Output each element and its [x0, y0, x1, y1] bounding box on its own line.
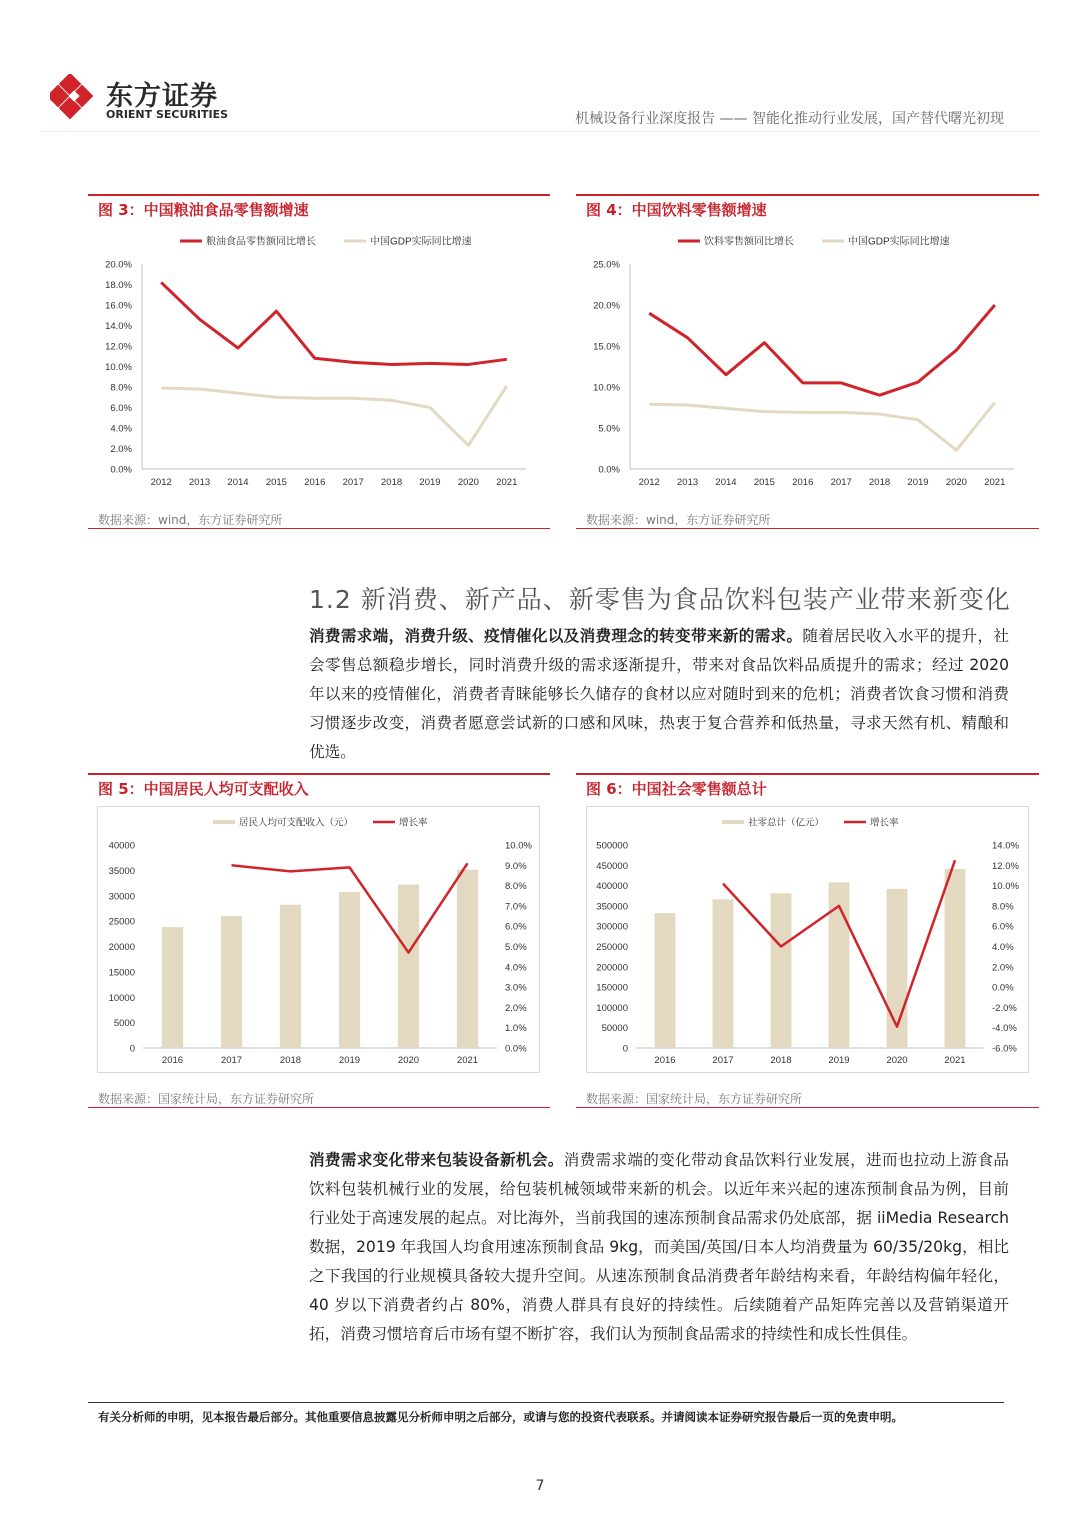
fig4-ytick-4: 20.0% — [593, 300, 620, 312]
header-divider — [40, 131, 1040, 132]
fig6-y2tick-6: 6.0% — [992, 921, 1014, 933]
fig4-xtick-2: 2014 — [715, 477, 737, 488]
fig4-xtick-5: 2017 — [830, 477, 852, 488]
fig3-xtick-3: 2015 — [265, 477, 287, 488]
fig6-y2tick-0: -6.0% — [992, 1043, 1017, 1055]
fig3-ytick-1: 2.0% — [110, 444, 132, 455]
fig5-y2tick-0: 0.0% — [505, 1043, 527, 1055]
fig4-xtick-4: 2016 — [792, 477, 814, 488]
page-number: 7 — [535, 1478, 545, 1494]
fig5-y2tick-8: 8.0% — [505, 881, 527, 893]
fig6-ytick-8: 400000 — [596, 881, 628, 893]
fig6-bar-0 — [655, 913, 676, 1048]
fig4-xtick-0: 2012 — [638, 477, 660, 488]
fig6-ytick-3: 150000 — [596, 982, 628, 994]
fig3-ytick-7: 14.0% — [105, 321, 132, 332]
fig5-y2tick-6: 6.0% — [505, 921, 527, 933]
fig4-series-line-1 — [649, 403, 995, 451]
fig6-ytick-10: 500000 — [596, 840, 628, 852]
fig5-xtick-2: 2018 — [279, 1055, 302, 1066]
fig6-ytick-9: 450000 — [596, 860, 628, 872]
fig5-ytick-3: 15000 — [108, 967, 135, 979]
fig6-bottom-rule — [576, 1107, 1039, 1108]
fig6-ytick-7: 350000 — [596, 901, 628, 913]
fig3-series-line-1 — [161, 386, 507, 445]
fig5-bar-4 — [398, 885, 419, 1048]
fig3-bottom-rule — [88, 528, 550, 529]
fig5-ytick-6: 30000 — [108, 891, 135, 903]
fig3-ytick-10: 20.0% — [105, 259, 132, 271]
fig4-top-rule — [576, 194, 1039, 196]
fig6-xtick-0: 2016 — [654, 1055, 676, 1066]
fig5-svg — [97, 806, 540, 1073]
fig6-source: 数据来源：国家统计局，东方证券研究所 — [586, 1092, 803, 1106]
fig6-xtick-4: 2020 — [886, 1055, 908, 1066]
fig5-source: 数据来源：国家统计局，东方证券研究所 — [98, 1092, 315, 1106]
fig4-chart — [576, 228, 1039, 498]
fig3-ytick-4: 8.0% — [110, 382, 132, 394]
paragraph-2-lead: 消费需求变化带来包装设备新机会。 — [309, 1151, 564, 1169]
fig4-ytick-0: 0.0% — [598, 464, 620, 476]
fig3-ytick-3: 6.0% — [110, 403, 132, 414]
fig3-xtick-8: 2020 — [457, 477, 479, 488]
fig6-y2tick-9: 12.0% — [992, 860, 1019, 872]
logo-mark-icon — [50, 74, 102, 126]
fig6-y2tick-5: 4.0% — [992, 942, 1014, 953]
fig5-bar-3 — [339, 892, 360, 1048]
fig4-legend-label-1: 中国GDP实际同比增速 — [848, 236, 950, 248]
fig6-ytick-4: 200000 — [596, 962, 628, 974]
fig6-top-rule — [576, 773, 1039, 775]
fig6-xtick-1: 2017 — [712, 1055, 734, 1066]
company-logo — [50, 72, 290, 128]
fig6-y2tick-8: 10.0% — [992, 881, 1019, 893]
fig5-bar-5 — [457, 870, 478, 1048]
paragraph-2-body: 消费需求端的变化带动食品饮料行业发展，进而也拉动上游食品饮料包装机械行业的发展，给包装机械领域带来新的机会。以近年来兴起的速冻预制食品为例，目前行业处于高速发展的起点。对比海外，当前我国的速冻预制食品需求仍处底部，据 iiMedia Research 数据，2019 年我国人均食用速冻预制食品 9kg，而美国/英国/日本人均消费量为 60/35/20kg，相比之下我国的行业规模具备较大提升空间。从速冻预制食品消费者年龄结构来看，年龄结构偏年轻化，40 岁以下消费者约占 80%，消费人群具有良好的持续性。后续随着产品矩阵完善以及营销渠道开拓，消费习惯培育后市场有望不断扩容，我们认为预制食品需求的持续性和成长性俱佳。 — [309, 1151, 1009, 1343]
fig5-xtick-4: 2020 — [397, 1055, 420, 1066]
fig4-xtick-3: 2015 — [753, 477, 775, 488]
fig3-top-rule — [88, 194, 550, 196]
fig6-legend-label-1: 增长率 — [870, 817, 899, 829]
fig5-xtick-3: 2019 — [338, 1055, 361, 1066]
fig4-legend-label-0: 饮料零售额同比增长 — [704, 236, 794, 248]
fig4-ytick-3: 15.0% — [593, 341, 620, 353]
fig6-bar-5 — [945, 869, 966, 1048]
fig5-bar-1 — [221, 916, 242, 1048]
fig5-y2tick-4: 4.0% — [505, 962, 527, 974]
fig5-y2tick-9: 9.0% — [505, 860, 527, 872]
disclaimer-divider — [88, 1402, 1004, 1403]
fig5-y2tick-3: 3.0% — [505, 982, 527, 994]
fig4-svg — [576, 228, 1039, 498]
fig3-svg — [88, 228, 550, 498]
fig5-ytick-4: 20000 — [108, 942, 135, 953]
fig5-ytick-7: 35000 — [108, 865, 135, 877]
fig3-xtick-5: 2017 — [342, 477, 364, 488]
logo-cn-text: 东方证券 — [106, 81, 218, 112]
fig4-xtick-1: 2013 — [677, 477, 699, 488]
fig3-ytick-8: 16.0% — [105, 300, 132, 312]
fig6-y2tick-4: 2.0% — [992, 962, 1014, 974]
fig5-title: 图 5：中国居民人均可支配收入 — [98, 780, 309, 798]
fig6-ytick-2: 100000 — [596, 1002, 628, 1014]
fig5-xtick-0: 2016 — [161, 1055, 184, 1066]
fig3-xtick-1: 2013 — [189, 477, 211, 488]
fig5-ytick-0: 0 — [129, 1043, 135, 1055]
logo-en-text: ORIENT SECURITIES — [106, 108, 229, 121]
fig3-ytick-0: 0.0% — [110, 464, 132, 476]
fig4-source: 数据来源：wind，东方证券研究所 — [586, 513, 771, 527]
fig4-bottom-rule — [576, 528, 1039, 529]
fig3-source: 数据来源：wind，东方证券研究所 — [98, 513, 283, 527]
fig3-xtick-6: 2018 — [381, 477, 403, 488]
fig4-xtick-6: 2018 — [869, 477, 891, 488]
fig3-xtick-0: 2012 — [150, 477, 172, 488]
fig4-xtick-9: 2021 — [984, 477, 1006, 488]
fig6-xtick-2: 2018 — [770, 1055, 792, 1066]
fig6-title: 图 6：中国社会零售额总计 — [586, 780, 767, 798]
fig6-ytick-6: 300000 — [596, 921, 628, 933]
paragraph-1 — [309, 622, 1009, 767]
fig5-y2tick-1: 1.0% — [505, 1023, 527, 1035]
fig5-xtick-1: 2017 — [220, 1055, 243, 1066]
fig6-y2tick-2: -2.0% — [992, 1002, 1017, 1014]
section-heading: 1.2 新消费、新产品、新零售为食品饮料包装产业带来新变化 — [309, 585, 1011, 614]
fig3-xtick-2: 2014 — [227, 477, 249, 488]
fig3-xtick-4: 2016 — [304, 477, 326, 488]
fig6-ytick-1: 50000 — [601, 1023, 628, 1035]
fig3-xtick-9: 2021 — [496, 477, 518, 488]
fig5-xtick-5: 2021 — [456, 1055, 479, 1066]
report-title: 机械设备行业深度报告 —— 智能化推动行业发展，国产替代曙光初现 — [575, 111, 1004, 127]
fig3-ytick-6: 12.0% — [105, 341, 132, 353]
fig4-ytick-1: 5.0% — [598, 423, 620, 435]
fig5-bar-0 — [162, 927, 183, 1048]
fig3-xtick-7: 2019 — [419, 477, 441, 488]
fig5-y2tick-2: 2.0% — [505, 1002, 527, 1014]
fig6-ytick-5: 250000 — [596, 942, 628, 953]
fig5-y2tick-10: 10.0% — [505, 840, 532, 852]
fig4-xtick-8: 2020 — [945, 477, 967, 488]
fig6-y2tick-1: -4.0% — [992, 1023, 1017, 1035]
disclaimer-text: 有关分析师的申明，见本报告最后部分。其他重要信息披露见分析师申明之后部分，或请与您的投资代表联系。并请阅读本证券研究报告最后一页的免责申明。 — [98, 1410, 903, 1424]
fig3-legend-label-1: 中国GDP实际同比增速 — [370, 236, 472, 248]
fig5-ytick-2: 10000 — [108, 992, 135, 1004]
fig6-legend-label-0: 社零总计（亿元） — [748, 817, 825, 829]
fig5-bar-2 — [280, 905, 301, 1048]
fig6-y2tick-7: 8.0% — [992, 901, 1014, 913]
fig5-bottom-rule — [88, 1107, 550, 1108]
fig6-y2tick-10: 14.0% — [992, 840, 1019, 852]
fig6-chart — [586, 806, 1029, 1073]
fig3-ytick-9: 18.0% — [105, 280, 132, 291]
fig4-xtick-7: 2019 — [907, 477, 929, 488]
fig5-legend-label-1: 增长率 — [399, 817, 428, 829]
fig4-ytick-2: 10.0% — [593, 382, 620, 394]
fig5-y2tick-5: 5.0% — [505, 942, 527, 953]
fig6-bar-2 — [771, 893, 792, 1048]
fig6-bar-1 — [713, 899, 734, 1048]
fig4-ytick-5: 25.0% — [593, 259, 620, 271]
fig3-ytick-2: 4.0% — [110, 423, 132, 435]
fig4-title: 图 4：中国饮料零售额增速 — [586, 201, 767, 219]
fig6-xtick-3: 2019 — [828, 1055, 850, 1066]
fig5-legend-label-0: 居民人均可支配收入（元） — [239, 817, 354, 829]
fig3-series-line-0 — [161, 282, 507, 364]
fig3-ytick-5: 10.0% — [105, 362, 132, 373]
fig4-series-line-0 — [649, 305, 995, 395]
fig3-legend-label-0: 粮油食品零售额同比增长 — [206, 236, 316, 248]
paragraph-2 — [309, 1146, 1009, 1349]
fig5-top-rule — [88, 773, 550, 775]
paragraph-1-body: 随着居民收入水平的提升，社会零售总额稳步增长，同时消费升级的需求逐渐提升，带来对食品饮料品质提升的需求；经过 2020 年以来的疫情催化，消费者青睐能够长久储存的食材以应对随时到来的危机；消费者饮食习惯和消费习惯逐步改变，消费者愿意尝试新的口感和风味，热衷于复合营养和低热量，寻求天然有机、精酿和优选。 — [309, 627, 1009, 761]
fig3-title: 图 3：中国粮油食品零售额增速 — [98, 201, 309, 219]
fig6-svg — [586, 806, 1029, 1073]
fig6-y2tick-3: 0.0% — [992, 982, 1014, 994]
fig5-y2tick-7: 7.0% — [505, 901, 527, 913]
fig5-ytick-1: 5000 — [113, 1018, 135, 1030]
paragraph-1-lead: 消费需求端，消费升级、疫情催化以及消费理念的转变带来新的需求。 — [309, 627, 803, 645]
fig5-ytick-5: 25000 — [108, 916, 135, 928]
fig5-ytick-8: 40000 — [108, 840, 135, 852]
fig5-chart — [97, 806, 540, 1073]
fig6-ytick-0: 0 — [622, 1043, 628, 1055]
fig3-chart — [88, 228, 550, 498]
fig6-xtick-5: 2021 — [944, 1055, 966, 1066]
